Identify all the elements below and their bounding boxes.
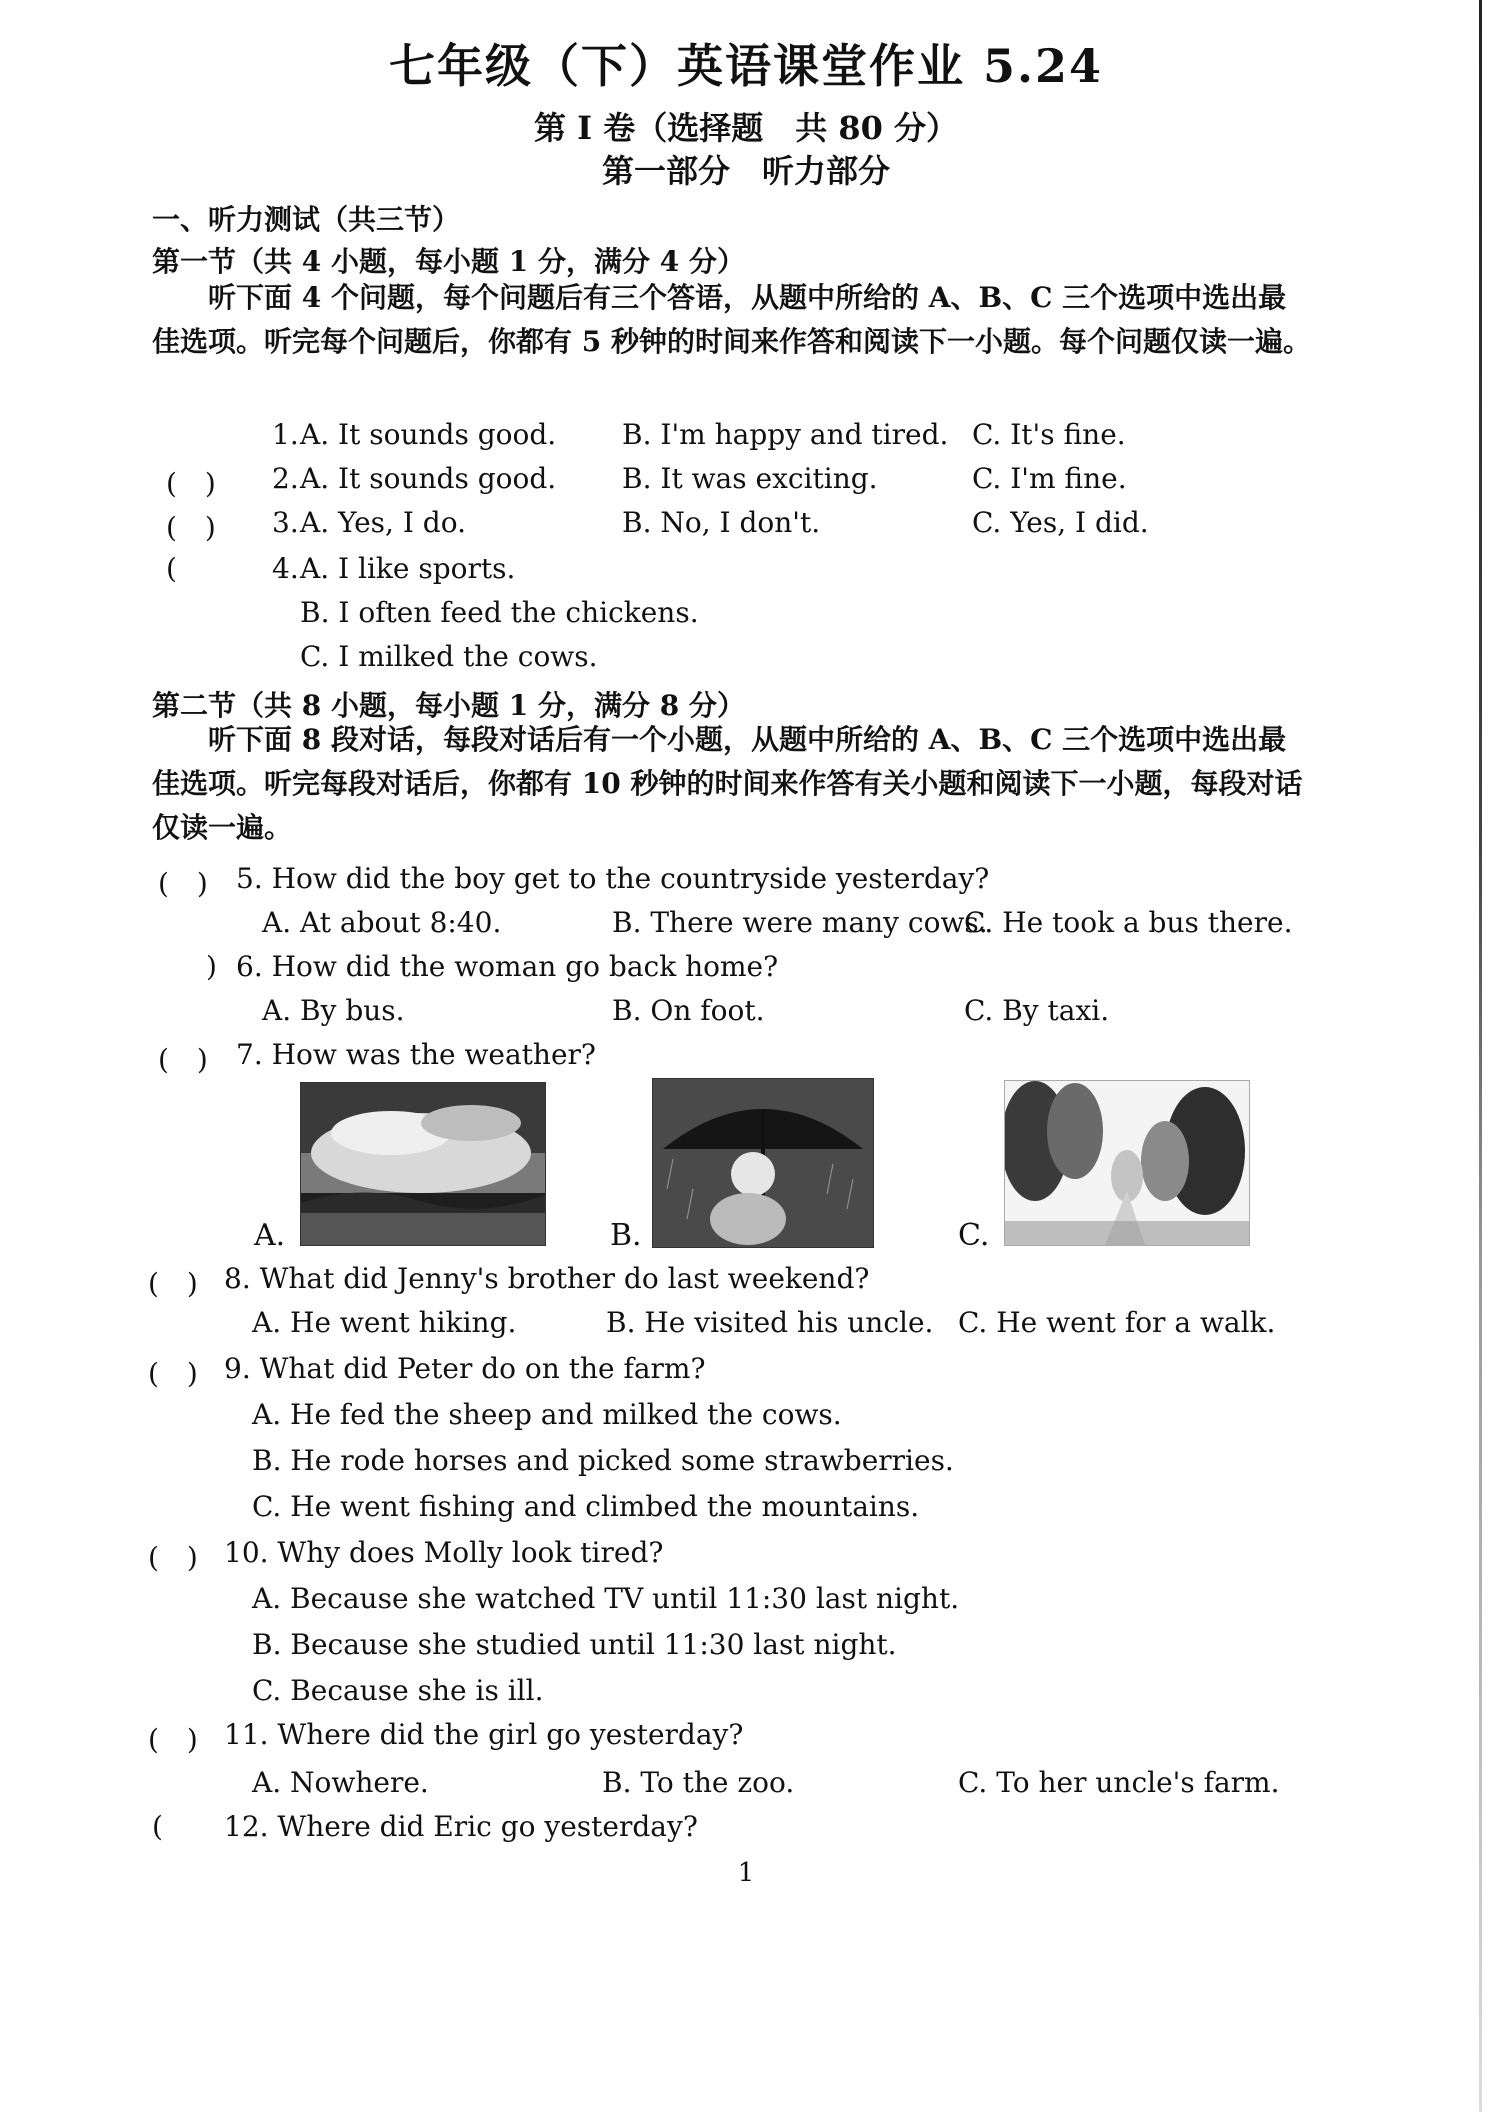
q9-option-a: A. He fed the sheep and milked the cows. — [252, 1398, 842, 1431]
q9-option-b: B. He rode horses and picked some strawberries. — [252, 1444, 954, 1477]
q7-option-c-image-foggy[interactable] — [1004, 1080, 1250, 1246]
q10-option-b: B. Because she studied until 11:30 last night. — [252, 1628, 897, 1661]
page-number: 1 — [737, 1858, 755, 1888]
q5-option-a: A. At about 8:40. — [262, 906, 502, 939]
q7-option-a-image-sunny[interactable] — [300, 1082, 546, 1246]
foggy-trees-photo — [1005, 1081, 1249, 1245]
q2-option-b: B. It was exciting. — [622, 462, 878, 495]
q7-option-c-label: C. — [958, 1218, 990, 1253]
q9-stem: 9. What did Peter do on the farm? — [224, 1352, 706, 1385]
q1-option-a: A. It sounds good. — [300, 418, 557, 451]
section-main-heading: 一、听力测试（共三节） — [152, 203, 461, 236]
q11-stem: 11. Where did the girl go yesterday? — [224, 1718, 744, 1751]
q3-option-b: B. No, I don't. — [622, 506, 821, 539]
q7-option-b-label: B. — [610, 1218, 642, 1253]
q2-option-c: C. I'm fine. — [972, 462, 1127, 495]
q8-option-b: B. He visited his uncle. — [606, 1306, 934, 1339]
part-heading: 第一部分 听力部分 — [601, 152, 890, 190]
q6-option-c: C. By taxi. — [964, 994, 1110, 1027]
q6-answer-blank[interactable]: ) — [206, 950, 217, 983]
page-title: 七年级（下）英语课堂作业 5.24 — [388, 39, 1104, 93]
q11-option-a: A. Nowhere. — [252, 1766, 429, 1799]
q7-option-a-label: A. — [254, 1218, 286, 1253]
q4-option-c: C. I milked the cows. — [300, 640, 598, 673]
q3-option-a: A. Yes, I do. — [300, 506, 466, 539]
q2-answer-blank[interactable]: ( ) — [166, 467, 216, 500]
q4-option-a: A. I like sports. — [300, 552, 516, 585]
q1-number: 1. — [272, 418, 299, 451]
q9-option-c: C. He went fishing and climbed the mountains. — [252, 1490, 920, 1523]
q5-stem: 5. How did the boy get to the countryside yesterday? — [236, 862, 990, 895]
q5-answer-blank[interactable]: ( ) — [158, 867, 208, 900]
q11-answer-blank[interactable]: ( ) — [148, 1723, 198, 1756]
section1-instructions-text: 听下面 4 个问题，每个问题后有三个答语，从题中所给的 A、B、C 三个选项中选出最佳选项。听完每个问题后，你都有 5 秒钟的时间来作答和阅读下一小题。每个问题仅读一遍。 — [152, 281, 1311, 358]
q3-option-c: C. Yes, I did. — [972, 506, 1149, 539]
section1-instructions — [152, 276, 1312, 364]
q11-option-c: C. To her uncle's farm. — [958, 1766, 1280, 1799]
q9-answer-blank[interactable]: ( ) — [148, 1357, 198, 1390]
section2-instructions — [152, 718, 1312, 850]
q3-answer-blank[interactable]: ( ) — [166, 511, 216, 544]
section2-instructions-text: 听下面 8 段对话，每段对话后有一个小题，从题中所给的 A、B、C 三个选项中选出最佳选项。听完每段对话后，你都有 10 秒钟的时间来作答有关小题和阅读下一小题，每段对话仅读一遍。 — [152, 723, 1303, 844]
q11-option-b: B. To the zoo. — [602, 1766, 795, 1799]
q8-option-c: C. He went for a walk. — [958, 1306, 1276, 1339]
q8-answer-blank[interactable]: ( ) — [148, 1267, 198, 1300]
q2-number: 2. — [272, 462, 299, 495]
q2-option-a: A. It sounds good. — [300, 462, 557, 495]
q12-answer-blank[interactable]: ( — [152, 1810, 163, 1843]
q3-number: 3. — [272, 506, 299, 539]
q10-option-a: A. Because she watched TV until 11:30 last night. — [252, 1582, 960, 1615]
q6-stem: 6. How did the woman go back home? — [236, 950, 779, 983]
q5-option-b: B. There were many cows. — [612, 906, 988, 939]
q8-stem: 8. What did Jenny's brother do last weekend? — [224, 1262, 870, 1295]
q4-answer-blank[interactable]: ( — [166, 552, 177, 585]
volume-heading: 第 I 卷（选择题 共 80 分） — [533, 109, 959, 147]
rainy-umbrella-photo — [653, 1079, 873, 1247]
q10-answer-blank[interactable]: ( ) — [148, 1541, 198, 1574]
sunny-landscape-photo — [301, 1083, 545, 1245]
q5-option-c: C. He took a bus there. — [964, 906, 1293, 939]
q10-stem: 10. Why does Molly look tired? — [224, 1536, 664, 1569]
q4-option-b: B. I often feed the chickens. — [300, 596, 699, 629]
q7-stem: 7. How was the weather? — [236, 1038, 596, 1071]
section1-heading: 第一节（共 4 小题，每小题 1 分，满分 4 分） — [152, 245, 745, 278]
q1-option-b: B. I'm happy and tired. — [622, 418, 949, 451]
q8-option-a: A. He went hiking. — [252, 1306, 517, 1339]
q6-option-b: B. On foot. — [612, 994, 765, 1027]
q7-answer-blank[interactable]: ( ) — [158, 1043, 208, 1076]
q12-stem: 12. Where did Eric go yesterday? — [224, 1810, 698, 1843]
q7-option-b-image-rainy[interactable] — [652, 1078, 874, 1248]
q4-number: 4. — [272, 552, 299, 585]
section2-heading: 第二节（共 8 小题，每小题 1 分，满分 8 分） — [152, 689, 745, 722]
q10-option-c: C. Because she is ill. — [252, 1674, 544, 1707]
q6-option-a: A. By bus. — [262, 994, 405, 1027]
q1-option-c: C. It's fine. — [972, 418, 1126, 451]
